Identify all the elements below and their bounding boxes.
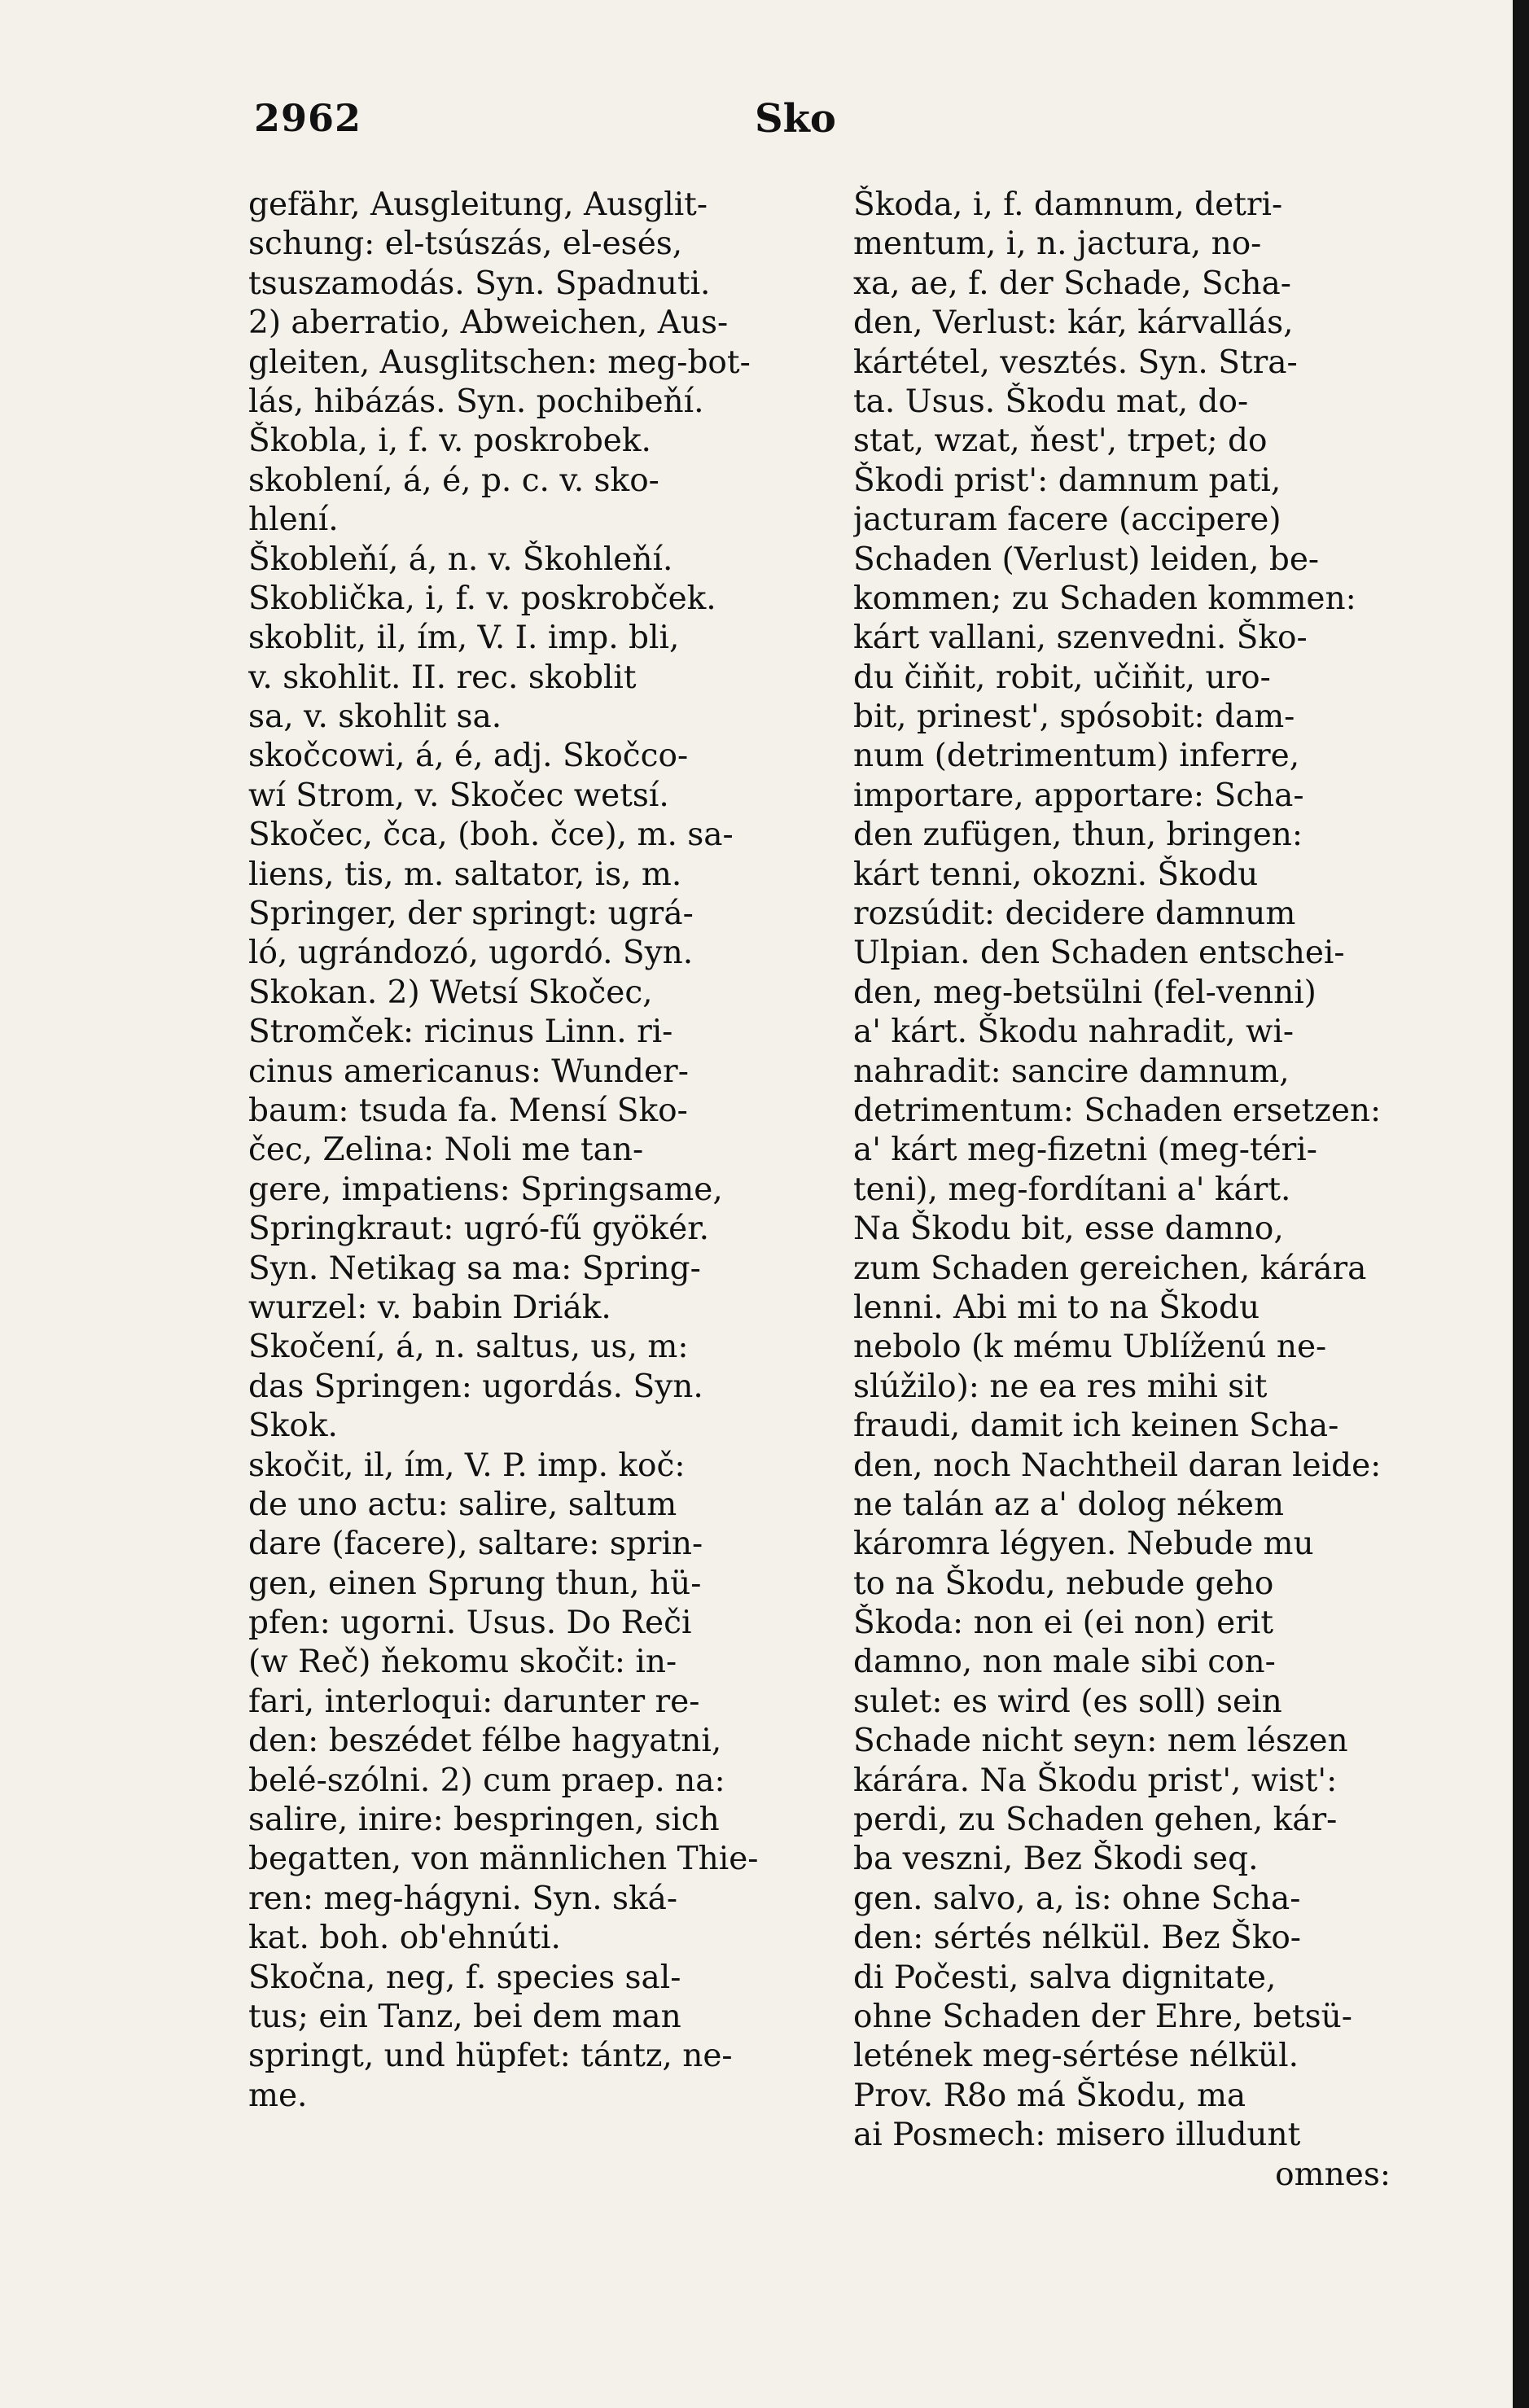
left-column: [248, 186, 794, 2116]
dictionary-line: den zufügen, thun, bringen:: [853, 817, 1303, 854]
dictionary-line: a' kárt. Škodu nahradit, wi-: [853, 1014, 1294, 1051]
catchword: Sko: [755, 96, 836, 142]
dictionary-line: kat. boh. ob'ehnúti.: [248, 1920, 561, 1957]
dictionary-line: sulet: es wird (es soll) sein: [853, 1683, 1282, 1720]
dictionary-line: skoblit, il, ím, V. I. imp. bli,: [248, 620, 680, 657]
dictionary-line: Škobleňí, á, n. v. Škohleňí.: [248, 541, 673, 578]
dictionary-line: 2) aberratio, Abweichen, Aus-: [248, 304, 729, 342]
dictionary-line: to na Škodu, nebude geho: [853, 1565, 1274, 1602]
dictionary-line: den, noch Nachtheil daran leide:: [853, 1447, 1382, 1484]
dictionary-line: Škobla, i, f. v. poskrobek.: [248, 422, 651, 460]
dictionary-line: káromra légyen. Nebude mu: [853, 1526, 1314, 1563]
dictionary-line: Skočení, á, n. saltus, us, m:: [248, 1329, 689, 1366]
dictionary-line: ohne Schaden der Ehre, betsü-: [853, 1998, 1352, 2035]
dictionary-line: salire, inire: bespringen, sich: [248, 1802, 720, 1839]
dictionary-line: kárt tenni, okozni. Škodu: [853, 856, 1259, 893]
dictionary-line: zum Schaden gereichen, kárára: [853, 1250, 1367, 1287]
dictionary-line: gleiten, Ausglitschen: meg-bot-: [248, 344, 751, 381]
dictionary-line: Na Škodu bit, esse damno,: [853, 1211, 1284, 1248]
dictionary-line: bit, prinest', spósobit: dam-: [853, 698, 1295, 736]
dictionary-line: Springkraut: ugró-fű gyökér.: [248, 1211, 710, 1248]
dictionary-line: begatten, von männlichen Thie-: [248, 1841, 759, 1878]
dictionary-line: du čiňit, robit, učiňit, uro-: [853, 659, 1271, 696]
dictionary-line: damno, non male sibi con-: [853, 1644, 1276, 1681]
dictionary-line: gere, impatiens: Springsame,: [248, 1171, 723, 1208]
dictionary-line: den, Verlust: kár, kárvallás,: [853, 304, 1294, 342]
dictionary-line: Schade nicht seyn: nem lészen: [853, 1723, 1348, 1760]
dictionary-line: den, meg-betsülni (fel-venni): [853, 974, 1317, 1011]
dictionary-line: gen. salvo, a, is: ohne Scha-: [853, 1880, 1301, 1917]
dictionary-line: kártétel, vesztés. Syn. Stra-: [853, 344, 1298, 381]
dictionary-line: di Počesti, salva dignitate,: [853, 1959, 1277, 1996]
dictionary-line: ne talán az a' dolog nékem: [853, 1486, 1284, 1523]
dictionary-line: baum: tsuda fa. Mensí Sko-: [248, 1092, 688, 1129]
dictionary-line: Ulpian. den Schaden entschei-: [853, 935, 1345, 972]
dictionary-line: gen, einen Sprung thun, hü-: [248, 1565, 702, 1602]
dictionary-line: Škodi prist': damnum pati,: [853, 462, 1281, 499]
dictionary-line: liens, tis, m. saltator, is, m.: [248, 856, 682, 893]
dictionary-line: fari, interloqui: darunter re-: [248, 1683, 700, 1720]
dictionary-line: kárára. Na Škodu prist', wist':: [853, 1762, 1338, 1799]
dictionary-line: kommen; zu Schaden kommen:: [853, 580, 1356, 617]
dictionary-line: perdi, zu Schaden gehen, kár-: [853, 1802, 1338, 1839]
dictionary-line: v. skohlit. II. rec. skoblit: [248, 659, 637, 696]
dictionary-line: slúžilo): ne ea res mihi sit: [853, 1368, 1268, 1405]
dictionary-line: pfen: ugorni. Usus. Do Reči: [248, 1605, 692, 1642]
dictionary-line: num (detrimentum) inferre,: [853, 738, 1300, 775]
dictionary-line: hlení.: [248, 501, 339, 539]
dictionary-line: Skoblička, i, f. v. poskrobček.: [248, 580, 716, 617]
dictionary-line: ba veszni, Bez Škodi seq.: [853, 1841, 1259, 1878]
dictionary-line: rozsúdit: decidere damnum: [853, 895, 1296, 933]
dictionary-line: ai Posmech: misero illudunt: [853, 2117, 1301, 2154]
dictionary-line: ren: meg-hágyni. Syn. ská-: [248, 1880, 678, 1917]
dictionary-line: omnes:: [1275, 2156, 1391, 2193]
dictionary-line: xa, ae, f. der Schade, Scha-: [853, 265, 1291, 302]
dictionary-line: cinus americanus: Wunder-: [248, 1053, 689, 1090]
dictionary-line: tus; ein Tanz, bei dem man: [248, 1998, 681, 2035]
dictionary-line: tsuszamodás. Syn. Spadnuti.: [248, 265, 711, 302]
dictionary-line: detrimentum: Schaden ersetzen:: [853, 1092, 1382, 1129]
dictionary-line: a' kárt meg-fizetni (meg-téri-: [853, 1132, 1317, 1169]
dictionary-line: Prov. R8o má Škodu, ma: [853, 2077, 1246, 2114]
dictionary-line: den: beszédet félbe hagyatni,: [248, 1723, 722, 1760]
dictionary-line: Škoda, i, f. damnum, detri-: [853, 186, 1283, 223]
dictionary-line: wurzel: v. babin Driák.: [248, 1289, 611, 1326]
dictionary-line: Syn. Netikag sa ma: Spring-: [248, 1250, 701, 1287]
dictionary-line: schung: el-tsúszás, el-esés,: [248, 225, 683, 263]
dictionary-line: stat, wzat, ňest', trpet; do: [853, 422, 1268, 460]
dictionary-line: skočcowi, á, é, adj. Skočco-: [248, 738, 689, 775]
dictionary-line: skočit, il, ím, V. P. imp. koč:: [248, 1447, 686, 1484]
dictionary-line: importare, apportare: Scha-: [853, 777, 1304, 814]
dictionary-line: skoblení, á, é, p. c. v. sko-: [248, 462, 659, 499]
running-head: [254, 96, 1443, 153]
dictionary-line: sa, v. skohlit sa.: [248, 698, 502, 736]
dictionary-line: das Springen: ugordás. Syn.: [248, 1368, 703, 1405]
dictionary-line: den: sértés nélkül. Bez Ško-: [853, 1920, 1301, 1957]
dictionary-line: Skočec, čca, (boh. čce), m. sa-: [248, 817, 734, 854]
dictionary-line: ló, ugrándozó, ugordó. Syn.: [248, 935, 694, 972]
right-column: [853, 186, 1439, 2195]
dictionary-line: Skok.: [248, 1408, 338, 1445]
dictionary-line: Stromček: ricinus Linn. ri-: [248, 1014, 673, 1051]
dictionary-line: Škoda: non ei (ei non) erit: [853, 1605, 1274, 1642]
dictionary-line: mentum, i, n. jactura, no-: [853, 225, 1262, 263]
page-number: 2962: [254, 96, 362, 140]
dictionary-line: (w Reč) ňekomu skočit: in-: [248, 1644, 677, 1681]
dictionary-line: me.: [248, 2077, 308, 2114]
dictionary-line: de uno actu: salire, saltum: [248, 1486, 677, 1523]
dictionary-line: nahradit: sancire damnum,: [853, 1053, 1290, 1090]
dictionary-line: čec, Zelina: Noli me tan-: [248, 1132, 644, 1169]
dictionary-line: lenni. Abi mi to na Škodu: [853, 1289, 1260, 1326]
dictionary-line: Schaden (Verlust) leiden, be-: [853, 541, 1320, 578]
dictionary-line: springt, und hüpfet: tántz, ne-: [248, 2038, 733, 2075]
dictionary-line: nebolo (k mému Ublíženú ne-: [853, 1329, 1327, 1366]
dictionary-line: ta. Usus. Škodu mat, do-: [853, 383, 1249, 420]
dictionary-line: belé-szólni. 2) cum praep. na:: [248, 1762, 725, 1799]
dictionary-line: kárt vallani, szenvedni. Ško-: [853, 620, 1308, 657]
dictionary-line: lás, hibázás. Syn. pochibeňí.: [248, 383, 704, 420]
dictionary-line: fraudi, damit ich keinen Scha-: [853, 1408, 1339, 1445]
dictionary-line: gefähr, Ausgleitung, Ausglit-: [248, 186, 708, 223]
dictionary-line: Springer, der springt: ugrá-: [248, 895, 694, 933]
dictionary-line: Skočna, neg, f. species sal-: [248, 1959, 681, 1996]
dictionary-line: letének meg-sértése nélkül.: [853, 2038, 1299, 2075]
dictionary-line: teni), meg-fordítani a' kárt.: [853, 1171, 1291, 1208]
dictionary-line: dare (facere), saltare: sprin-: [248, 1526, 703, 1563]
dictionary-line: Skokan. 2) Wetsí Skočec,: [248, 974, 653, 1011]
dictionary-line: wí Strom, v. Skočec wetsí.: [248, 777, 669, 814]
dictionary-line: jacturam facere (accipere): [853, 501, 1281, 539]
